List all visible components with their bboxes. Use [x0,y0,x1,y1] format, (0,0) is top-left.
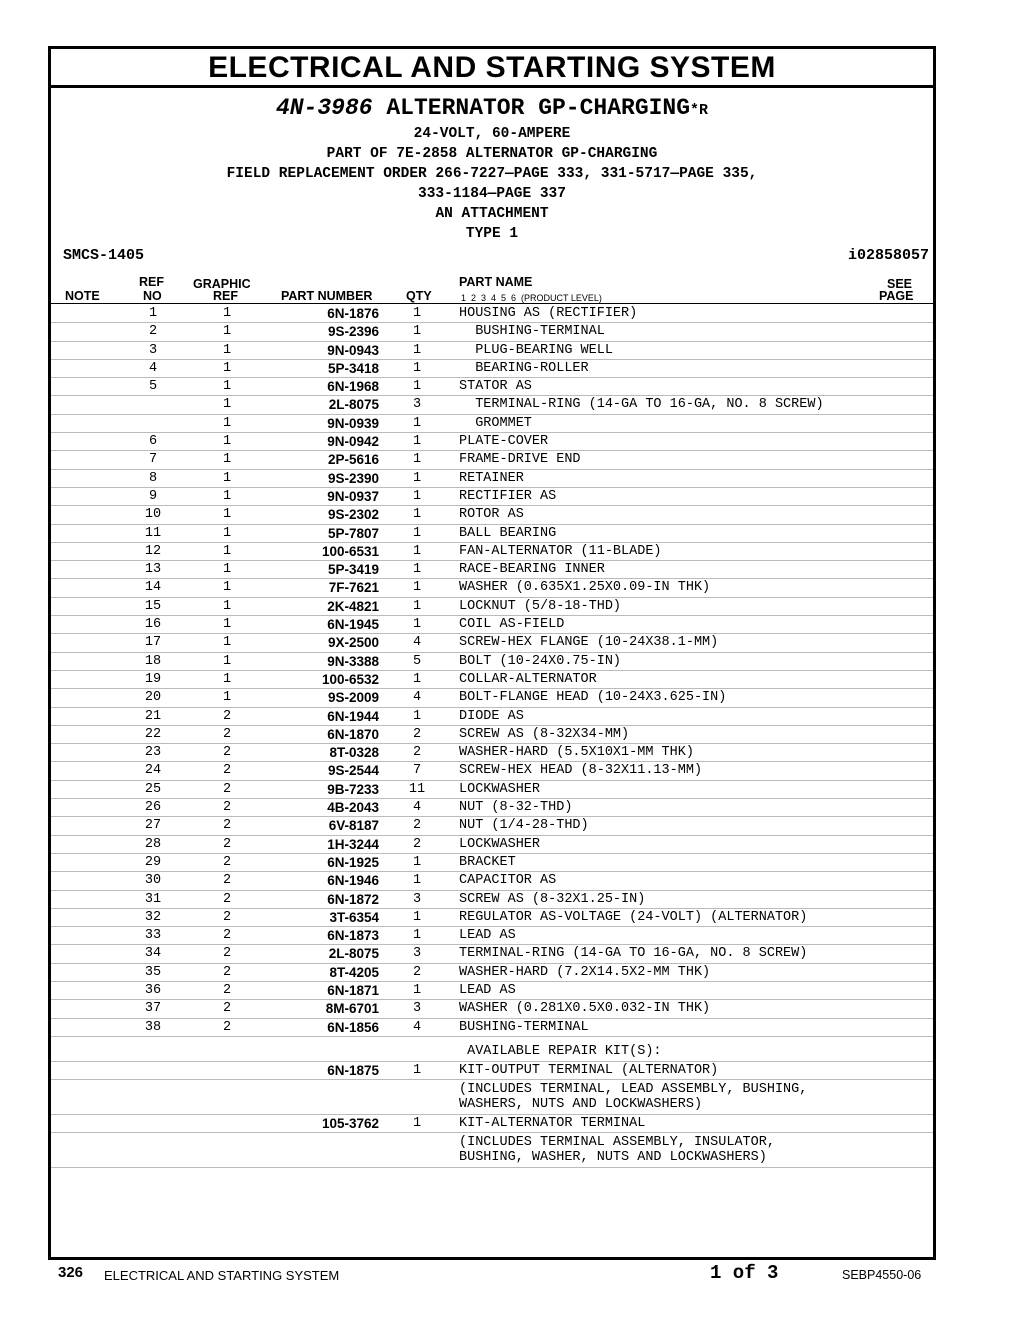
kit-detail [459,1082,807,1112]
quantity: 4 [412,1019,422,1035]
part-name: WASHER-HARD (5.5X10X1-MM THK) [459,745,694,761]
graphic-ref: 1 [222,635,232,651]
kit-detail-line: WASHERS, NUTS AND LOCKWASHERS) [459,1097,703,1113]
quantity: 3 [412,1001,422,1017]
quantity: 1 [412,324,422,340]
ref-no: 1 [148,306,158,321]
part-number: 5P-3419 [327,562,379,578]
ref-no: 12 [144,543,162,559]
subtitle-line: PART OF 7E-2858 ALTERNATOR GP-CHARGING [326,146,658,162]
group-name: ALTERNATOR GP-CHARGING [386,95,691,121]
ref-no: 38 [144,1019,162,1035]
subtitle-line: AN ATTACHMENT [435,206,549,222]
table-row [51,543,933,561]
graphic-ref: 1 [222,397,232,413]
graphic-ref: 2 [222,964,232,980]
graphic-ref: 2 [222,928,232,944]
kit-name: KIT-ALTERNATOR TERMINAL [459,1116,646,1132]
part-number: 8T-0328 [329,745,379,761]
part-name: ROTOR AS [459,507,524,523]
part-number: 6N-1871 [327,982,379,998]
ref-no: 32 [144,909,162,925]
part-name: TERMINAL-RING (14-GA TO 16-GA, NO. 8 SCREW) [459,397,824,413]
part-number: 2L-8075 [328,946,379,962]
graphic-ref: 1 [222,379,232,395]
table-row [51,579,933,597]
part-name: RACE-BEARING INNER [459,562,605,578]
table-row [51,1000,933,1018]
part-name: FAN-ALTERNATOR (11-BLADE) [459,543,662,559]
graphic-ref: 1 [222,653,232,669]
kit-quantity: 1 [412,1062,422,1078]
quantity: 2 [412,745,422,761]
table-row [51,360,933,378]
quantity: 1 [412,909,422,925]
quantity: 2 [412,818,422,834]
part-number: 1H-3244 [327,836,379,852]
table-row [51,634,933,652]
table-header [51,273,933,304]
table-row [51,817,933,835]
col-note: NOTE [65,289,100,303]
kit-row [51,1115,933,1133]
part-number: 5P-3418 [327,360,379,376]
quantity: 1 [412,854,422,870]
graphic-ref: 2 [222,873,232,889]
part-name: HOUSING AS (RECTIFIER) [459,306,638,321]
quantity: 1 [412,598,422,614]
table-row [51,488,933,506]
kit-quantity: 1 [412,1116,422,1132]
graphic-ref: 2 [222,818,232,834]
group-part-number: 4N-3986 [275,95,373,121]
part-number: 6N-1873 [327,928,379,944]
quantity: 1 [412,452,422,468]
part-name: DIODE AS [459,708,524,724]
table-row [51,323,933,341]
kit-part-number: 105-3762 [321,1116,379,1132]
part-number: 6N-1945 [327,617,379,633]
ref-no: 15 [144,598,162,614]
table-row [51,836,933,854]
part-number: 9S-2544 [327,763,379,779]
part-number: 2P-5616 [327,452,379,468]
graphic-ref: 2 [222,800,232,816]
part-name: STATOR AS [459,379,532,395]
table-row [51,762,933,780]
graphic-ref: 1 [222,525,232,541]
ref-no: 11 [144,525,162,541]
quantity: 1 [412,708,422,724]
table-row [51,506,933,524]
part-number: 6N-1856 [327,1019,379,1035]
ref-no: 10 [144,507,162,523]
graphic-ref: 1 [222,690,232,706]
col-part-name: PART NAME [459,275,533,289]
kit-detail-row [51,1133,933,1168]
quantity: 4 [412,690,422,706]
group-suffix: *R [690,102,709,119]
part-number: 6N-1870 [327,726,379,742]
ref-no: 37 [144,1001,162,1017]
part-name: BRACKET [459,854,516,870]
kits-heading-row [51,1037,933,1062]
part-name: WASHER-HARD (7.2X14.5X2-MM THK) [459,964,711,980]
ref-no: 30 [144,873,162,889]
table-row [51,799,933,817]
part-number: 9S-2390 [327,470,379,486]
quantity: 1 [412,379,422,395]
ref-no: 28 [144,836,162,852]
col-graphic-top: GRAPHIC [193,277,251,291]
part-number: 9S-2396 [327,324,379,340]
ref-no: 17 [144,635,162,651]
part-name: BUSHING-TERMINAL [459,324,605,340]
col-ref-top: REF [139,275,164,289]
part-number: 6N-1944 [327,708,379,724]
graphic-ref: 1 [222,507,232,523]
document-number: SEBP4550-06 [842,1268,922,1282]
part-name: LOCKNUT (5/8-18-THD) [459,598,622,614]
quantity: 4 [412,635,422,651]
quantity: 5 [412,653,422,669]
quantity: 2 [412,964,422,980]
part-name: TERMINAL-RING (14-GA TO 16-GA, NO. 8 SCREW) [459,946,808,962]
ref-no: 33 [144,928,162,944]
ref-no: 35 [144,964,162,980]
quantity: 1 [412,488,422,504]
graphic-ref: 1 [222,324,232,340]
part-number: 9N-0943 [327,342,379,358]
table-row [51,342,933,360]
kit-detail-line: (INCLUDES TERMINAL ASSEMBLY, INSULATOR, [459,1135,775,1151]
graphic-ref: 1 [222,598,232,614]
quantity: 3 [412,946,422,962]
part-name: BALL BEARING [459,525,557,541]
part-name: LEAD AS [459,982,516,998]
meta-row [63,247,929,264]
table-row [51,433,933,451]
part-name: SCREW-HEX FLANGE (10-24X38.1-MM) [459,635,719,651]
quantity: 1 [412,617,422,633]
part-name: NUT (1/4-28-THD) [459,818,589,834]
kit-detail-line: (INCLUDES TERMINAL, LEAD ASSEMBLY, BUSHING, [459,1082,808,1098]
quantity: 1 [412,525,422,541]
quantity: 1 [412,434,422,450]
table-row [51,415,933,433]
part-number: 6N-1968 [327,379,379,395]
part-name: RECTIFIER AS [459,488,557,504]
graphic-ref: 1 [222,562,232,578]
col-see-bottom: PAGE [879,289,914,303]
table-row [51,671,933,689]
ref-no: 4 [148,360,158,376]
part-name: COLLAR-ALTERNATOR [459,671,597,687]
kit-detail-row [51,1080,933,1115]
col-product-level: 1 2 3 4 5 6 (PRODUCT LEVEL) [461,293,602,303]
ref-no: 26 [144,800,162,816]
ref-no: 14 [144,580,162,596]
quantity: 3 [412,397,422,413]
page-number: 326 [58,1264,84,1281]
graphic-ref: 1 [222,342,232,358]
part-number: 9N-3388 [327,653,379,669]
quantity: 1 [412,470,422,486]
part-name: BEARING-ROLLER [459,360,589,376]
group-title-block [51,95,933,244]
footer [0,1264,1020,1288]
part-number: 6N-1946 [327,873,379,889]
graphic-ref: 1 [222,580,232,596]
ref-no: 27 [144,818,162,834]
table-row [51,305,933,323]
part-number: 4B-2043 [327,800,379,816]
table-row [51,396,933,414]
table-row [51,378,933,396]
part-name: LOCKWASHER [459,836,541,852]
quantity: 1 [412,507,422,523]
part-name: SCREW AS (8-32X1.25-IN) [459,891,646,907]
part-number: 9S-2009 [327,690,379,706]
graphic-ref: 2 [222,726,232,742]
quantity: 7 [412,763,422,779]
quantity: 1 [412,873,422,889]
table-row [51,854,933,872]
part-number: 6V-8187 [328,818,379,834]
graphic-ref: 1 [222,415,232,431]
ref-no: 25 [144,781,162,797]
ref-no: 9 [148,488,158,504]
quantity: 1 [412,671,422,687]
subtitle-line: 24-VOLT, 60-AMPERE [413,126,571,142]
table-row [51,964,933,982]
graphic-ref: 2 [222,708,232,724]
part-number: 7F-7621 [328,580,379,596]
part-number: 5P-7807 [327,525,379,541]
quantity: 1 [412,543,422,559]
quantity: 1 [412,360,422,376]
part-name: BOLT-FLANGE HEAD (10-24X3.625-IN) [459,690,727,706]
ref-no: 5 [148,379,158,395]
ref-no: 3 [148,342,158,358]
ref-no: 7 [148,452,158,468]
part-number: 100-6532 [321,671,379,687]
ref-no: 22 [144,726,162,742]
quantity: 1 [412,580,422,596]
table-row [51,982,933,1000]
graphic-ref: 2 [222,946,232,962]
quantity: 1 [412,928,422,944]
quantity: 2 [412,726,422,742]
quantity: 1 [412,306,422,321]
part-name: BUSHING-TERMINAL [459,1019,589,1035]
graphic-ref: 1 [222,434,232,450]
part-number: 6N-1876 [327,306,379,321]
quantity: 1 [412,342,422,358]
part-number: 6N-1872 [327,891,379,907]
col-see-top: SEE [887,277,913,291]
table-row [51,1019,933,1037]
part-number: 2K-4821 [327,598,379,614]
part-name: COIL AS-FIELD [459,617,565,633]
part-name: PLUG-BEARING WELL [459,342,613,358]
part-name: LOCKWASHER [459,781,541,797]
graphic-ref: 1 [222,671,232,687]
quantity: 1 [412,415,422,431]
page-frame [48,46,936,1260]
part-number: 9N-0939 [327,415,379,431]
part-number: 3T-6354 [329,909,379,925]
quantity: 1 [412,562,422,578]
part-number: 9N-0937 [327,488,379,504]
part-name: BOLT (10-24X0.75-IN) [459,653,622,669]
table-row [51,927,933,945]
kit-row [51,1062,933,1080]
part-name: WASHER (0.635X1.25X0.09-IN THK) [459,580,711,596]
kit-part-number: 6N-1875 [327,1062,379,1078]
part-name: SCREW AS (8-32X34-MM) [459,726,630,742]
part-number: 9X-2500 [327,635,379,651]
table-row [51,909,933,927]
ref-no: 6 [148,434,158,450]
graphic-ref: 2 [222,982,232,998]
quantity: 4 [412,800,422,816]
graphic-ref: 2 [222,891,232,907]
table-row [51,781,933,799]
ref-no: 24 [144,763,162,779]
ref-no: 2 [148,324,158,340]
part-name: WASHER (0.281X0.5X0.032-IN THK) [459,1001,711,1017]
ref-no: 20 [144,690,162,706]
subtitle-line: FIELD REPLACEMENT ORDER 266-7227—PAGE 333, 331-5717—PAGE 335, [226,166,758,182]
col-qty: QTY [406,289,432,303]
ref-no: 13 [144,562,162,578]
ref-no: 34 [144,946,162,962]
kit-detail-line: BUSHING, WASHER, NUTS AND LOCKWASHERS) [459,1150,767,1166]
graphic-ref: 1 [222,488,232,504]
part-number: 8M-6701 [325,1001,379,1017]
part-name: NUT (8-32-THD) [459,800,573,816]
quantity: 11 [408,781,426,797]
table-row [51,945,933,963]
ref-no: 36 [144,982,162,998]
part-name: FRAME-DRIVE END [459,452,581,468]
part-number: 9B-7233 [327,781,379,797]
page-title: ELECTRICAL AND STARTING SYSTEM [51,49,933,88]
part-name: RETAINER [459,470,524,486]
graphic-ref: 2 [222,854,232,870]
part-number: 9N-0942 [327,434,379,450]
part-number: 8T-4205 [329,964,379,980]
table-row [51,616,933,634]
ref-no: 29 [144,854,162,870]
graphic-ref: 2 [222,1001,232,1017]
ref-no: 31 [144,891,162,907]
ref-no: 16 [144,617,162,633]
table-row [51,726,933,744]
graphic-ref: 2 [222,836,232,852]
subtitle-line: 333-1184—PAGE 337 [418,186,566,202]
graphic-ref: 2 [222,745,232,761]
graphic-ref: 1 [222,360,232,376]
table-row [51,744,933,762]
kits-heading: AVAILABLE REPAIR KIT(S): [459,1043,662,1059]
quantity: 2 [412,836,422,852]
col-graphic-bottom: REF [213,289,238,303]
graphic-ref: 1 [222,470,232,486]
table-row [51,470,933,488]
graphic-ref: 2 [222,909,232,925]
kit-name: KIT-OUTPUT TERMINAL (ALTERNATOR) [459,1062,719,1078]
ref-no: 23 [144,745,162,761]
graphic-ref: 1 [222,452,232,468]
table-row [51,872,933,890]
subtitle-line: TYPE 1 [465,226,519,242]
footer-section: ELECTRICAL AND STARTING SYSTEM [104,1268,340,1283]
illustration-id: i02858057 [847,247,929,264]
graphic-ref: 1 [222,617,232,633]
part-name: GROMMET [459,415,532,431]
graphic-ref: 2 [222,781,232,797]
part-number: 100-6531 [321,543,379,559]
smcs-code: SMCS-1405 [63,247,145,264]
table-row [51,561,933,579]
table-row [51,708,933,726]
table-row [51,689,933,707]
page-of: 1 of 3 [710,1262,779,1284]
table-row [51,891,933,909]
ref-no: 19 [144,671,162,687]
table-row [51,653,933,671]
col-part-number: PART NUMBER [281,289,373,303]
col-ref-bottom: NO [143,289,162,303]
table-row [51,451,933,469]
part-name: LEAD AS [459,928,516,944]
part-name: SCREW-HEX HEAD (8-32X11.13-MM) [459,763,703,779]
parts-table [51,305,933,1168]
ref-no: 18 [144,653,162,669]
part-name: CAPACITOR AS [459,873,557,889]
table-row [51,598,933,616]
ref-no: 21 [144,708,162,724]
quantity: 3 [412,891,422,907]
group-title [51,95,933,124]
graphic-ref: 1 [222,306,232,321]
kit-detail [459,1135,775,1165]
ref-no: 8 [148,470,158,486]
part-number: 6N-1925 [327,854,379,870]
quantity: 1 [412,982,422,998]
part-name: REGULATOR AS-VOLTAGE (24-VOLT) (ALTERNATOR) [459,909,808,925]
graphic-ref: 2 [222,1019,232,1035]
part-name: PLATE-COVER [459,434,549,450]
graphic-ref: 2 [222,763,232,779]
table-row [51,525,933,543]
part-number: 2L-8075 [328,397,379,413]
part-number: 9S-2302 [327,507,379,523]
graphic-ref: 1 [222,543,232,559]
